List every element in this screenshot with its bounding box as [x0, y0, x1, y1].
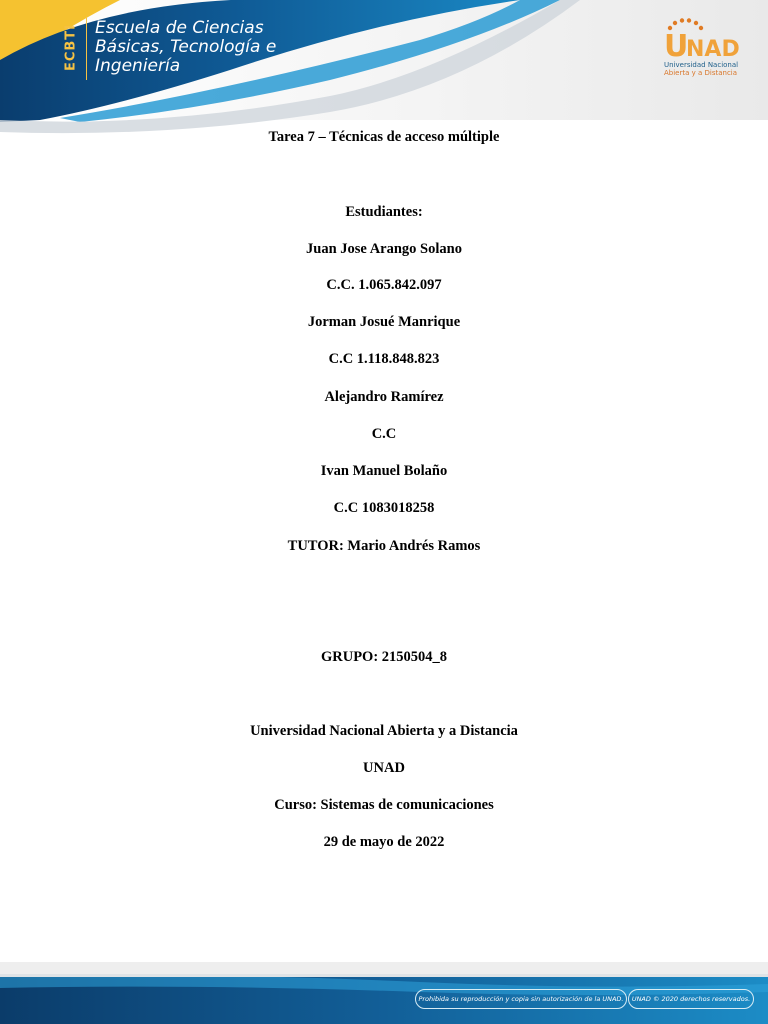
student-name: Jorman Josué Manrique	[307, 314, 461, 330]
student-id: C.C 1.118.848.823	[328, 351, 440, 367]
unad-logo	[662, 18, 744, 84]
unad-sub-line-2: Abierta y a Distancia	[664, 69, 738, 77]
ecbti-label: ECBTI	[63, 23, 79, 72]
unad-logo-mark	[662, 18, 744, 62]
student-id: C.C. 1.065.842.097	[326, 277, 442, 293]
students-label: Estudiantes:	[345, 204, 423, 220]
school-brand	[62, 16, 276, 86]
school-name-line-1: Escuela de Ciencias	[95, 18, 264, 38]
unad-logo-subtitle	[664, 61, 738, 77]
brand-divider	[86, 18, 87, 80]
student-id: C.C 1083018258	[333, 500, 435, 516]
school-name-line-2: Básicas, Tecnología e	[95, 37, 277, 57]
tutor: TUTOR: Mario Andrés Ramos	[287, 538, 481, 554]
course: Curso: Sistemas de comunicaciones	[274, 797, 494, 813]
university-short: UNAD	[363, 760, 405, 776]
unad-logo-u: U	[664, 29, 689, 62]
footer-copyright: UNAD © 2020 derechos reservados.	[628, 989, 754, 1009]
unad-logo-nad: NAD	[686, 37, 740, 62]
student-id: C.C	[371, 426, 397, 442]
student-name: Alejandro Ramírez	[324, 389, 444, 405]
university-name: Universidad Nacional Abierta y a Distancia	[250, 723, 518, 739]
school-name	[95, 19, 276, 76]
group: GRUPO: 2150504_8	[320, 649, 448, 665]
unad-sub-line-1: Universidad Nacional	[664, 61, 739, 69]
document-title: Tarea 7 – Técnicas de acceso múltiple	[268, 129, 500, 145]
date: 29 de mayo de 2022	[323, 834, 445, 850]
ecbti-tag	[62, 16, 80, 82]
student-name: Ivan Manuel Bolaño	[320, 463, 448, 479]
footer-notice: Prohibida su reproducción y copia sin autorización de la UNAD.	[415, 989, 627, 1009]
school-name-line-3: Ingeniería	[95, 56, 181, 76]
student-name: Juan Jose Arango Solano	[306, 241, 462, 257]
